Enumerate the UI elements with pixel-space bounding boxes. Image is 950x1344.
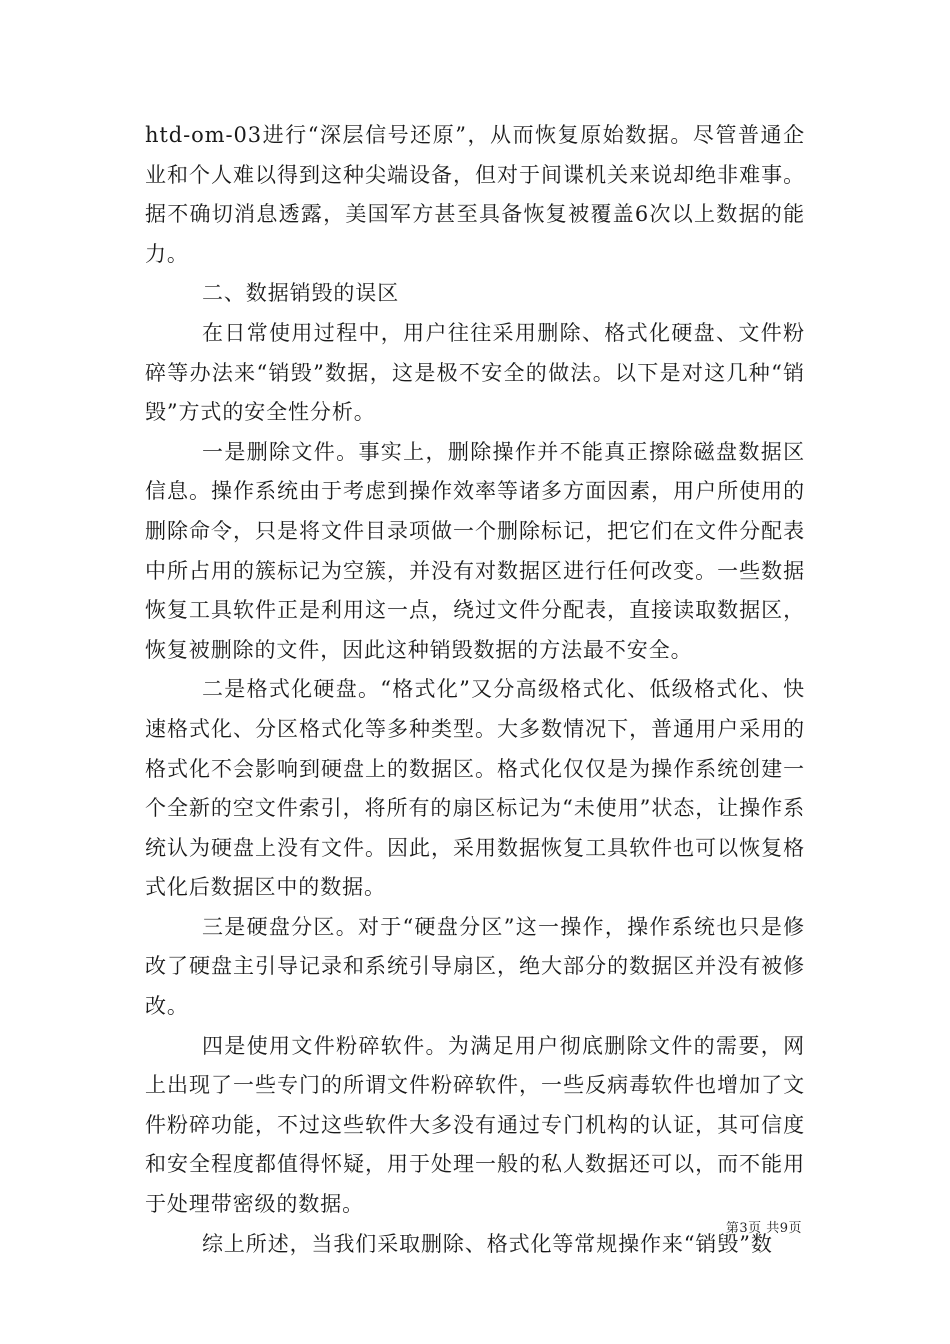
paragraph-delete-files: 一是删除文件。事实上，删除操作并不能真正擦除磁盘数据区信息。操作系统由于考虑到操作效率等诸多方面因素，用户所使用的删除命令，只是将文件目录项做一个删除标记，把它们在文件分配表中所占用的簇标记为空簇，并没有对数据区进行任何改变。一些数据恢复工具软件正是利用这一点，绕过文件分配表，直接读取数据区，恢复被删除的文件，因此这种销毁数据的方法最不安全。 xyxy=(145,439,805,662)
paragraph-format-disk: 二是格式化硬盘。“格式化”又分高级格式化、低级格式化、快速格式化、分区格式化等多种类型。大多数情况下，普通用户采用的格式化不会影响到硬盘上的数据区。格式化仅仅是为操作系统创建一个全新的空文件索引，将所有的扇区标记为“未使用”状态，让操作系统认为硬盘上没有文件。因此，采用数据恢复工具软件也可以恢复格式化后数据区中的数据。 xyxy=(145,677,805,900)
paragraph-continuation: htd-om-03进行“深层信号还原”，从而恢复原始数据。尽管普通企业和个人难以得到这种尖端设备，但对于间谍机关来说却绝非难事。据不确切消息透露，美国军方甚至具备恢复被覆盖6次以上数据的能力。 xyxy=(145,123,805,266)
paragraph-intro: 在日常使用过程中，用户往往采用删除、格式化硬盘、文件粉碎等办法来“销毁”数据，这是极不安全的做法。以下是对这几种“销毁”方式的安全性分析。 xyxy=(145,320,805,425)
document-body xyxy=(145,116,805,1264)
section-heading: 二、数据销毁的误区 xyxy=(202,281,400,306)
paragraph-summary: 综上所述，当我们采取删除、格式化等常规操作来“销毁”数 xyxy=(202,1231,773,1256)
paragraph-shredder: 四是使用文件粉碎软件。为满足用户彻底删除文件的需要，网上出现了一些专门的所谓文件粉碎软件，一些反病毒软件也增加了文件粉碎功能，不过这些软件大多没有通过专门机构的认证，其可信度和安全程度都值得怀疑，用于处理一般的私人数据还可以，而不能用于处理带密级的数据。 xyxy=(145,1033,805,1217)
paragraph-partition: 三是硬盘分区。对于“硬盘分区”这一操作，操作系统也只是修改了硬盘主引导记录和系统引导扇区，绝大部分的数据区并没有被修改。 xyxy=(145,914,805,1019)
page-number: 第3页 共9页 xyxy=(725,1221,802,1236)
